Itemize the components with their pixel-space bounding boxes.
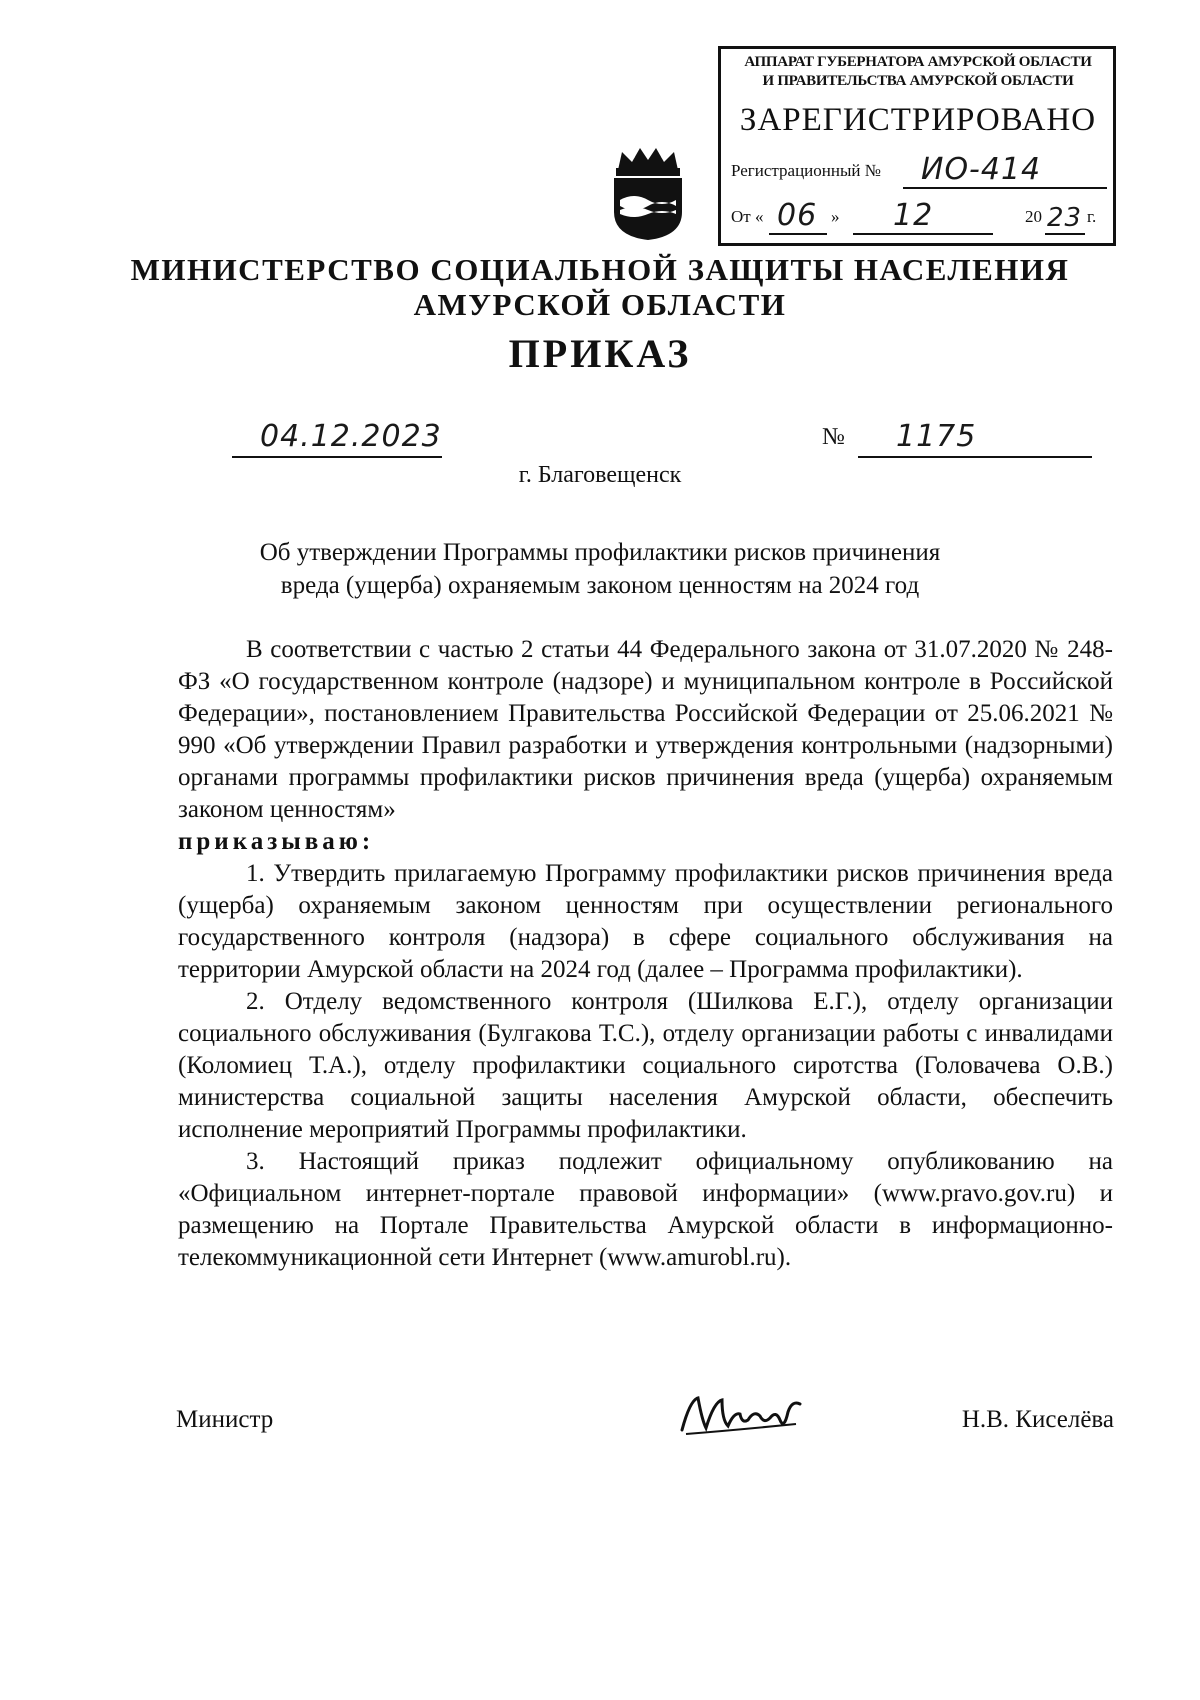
order-word: приказываю:: [178, 828, 375, 855]
subject-line1: Об утверждении Программы профилактики рисков причинения: [259, 539, 941, 566]
preamble-paragraph: В соответствии с частью 2 статьи 44 Федерального закона от 31.07.2020 № 248-ФЗ «О государственном контроле (надзоре) и муниципальном контроле в Российской Федерации», постановлением Правительства Российской Федерации от 25.06.2021 № 990 «Об утверждении Правил разработки и утверждения контрольными (надзорными) органами программы профилактики рисков причинения вреда (ущерба) охраняемым законом ценностям»: [178, 636, 1113, 823]
stamp-date-month: 12: [893, 198, 934, 233]
stamp-month-underline: [853, 199, 993, 235]
stamp-reg-row: [731, 153, 1107, 187]
stamp-year-underline: [1045, 199, 1085, 235]
ministry-name-line2: АМУРСКОЙ ОБЛАСТИ: [413, 287, 787, 322]
order-number-sign: №: [822, 424, 845, 450]
order-date: 04.12.2023: [260, 419, 442, 454]
city: г. Благовещенск: [518, 462, 682, 488]
item-3-paragraph: 3. Настоящий приказ подлежит официальному опубликованию на «Официальном интернет-портале правовой информации» (www.pravo.gov.ru) и размещению на Портале Правительства Амурской области в информационно-телекоммуникационной сети Интернет (www.amurobl.ru).: [178, 1148, 1113, 1271]
stamp-day-underline: [769, 199, 827, 235]
stamp-title: ЗАРЕГИСТРИРОВАНО: [739, 102, 1097, 138]
ministry-name-line1: МИНИСТЕРСТВО СОЦИАЛЬНОЙ ЗАЩИТЫ НАСЕЛЕНИЯ: [130, 252, 1070, 287]
stamp-year-prefix: 20: [1025, 207, 1042, 226]
subject-line2: вреда (ущерба) охраняемым законом ценностям на 2024 год: [280, 572, 920, 599]
stamp-org-line2: И ПРАВИТЕЛЬСТВА АМУРСКОЙ ОБЛАСТИ: [762, 73, 1074, 89]
stamp-reg-number: ИО-414: [921, 152, 1042, 187]
order-body: [178, 634, 1113, 1274]
order-date-field: [232, 412, 442, 458]
stamp-reg-label: Регистрационный №: [731, 161, 881, 180]
stamp-date-prefix: От «: [731, 207, 764, 226]
stamp-reg-underline: [903, 153, 1107, 189]
stamp-date-mid: »: [831, 207, 840, 226]
registration-stamp: [718, 46, 1116, 246]
stamp-date-day: 06: [777, 198, 818, 233]
document-type-title: ПРИКАЗ: [508, 331, 692, 376]
order-subject: [150, 536, 1050, 602]
stamp-year-end: г.: [1087, 207, 1097, 226]
order-word-paragraph: [178, 826, 1113, 858]
stamp-year-suffix: 23: [1047, 203, 1083, 233]
item-2-paragraph: 2. Отделу ведомственного контроля (Шилкова Е.Г.), отделу организации социального обслуживания (Булгакова Т.С.), отделу организации работы с инвалидами (Коломиец Т.А.), отделу профилактики социального сиротства (Головачева О.В.) министерства социальной защиты населения Амурской области, обеспечить исполнение мероприятий Программы профилактики.: [178, 988, 1113, 1143]
stamp-date-row: [731, 199, 1107, 233]
order-number-field: [858, 412, 1092, 458]
coat-of-arms-icon: [608, 146, 688, 242]
signature-block: [0, 1390, 1200, 1450]
signatory-name: Н.В. Киселёва: [961, 1406, 1114, 1433]
item-1-paragraph: 1. Утвердить прилагаемую Программу профилактики рисков причинения вреда (ущерба) охраняемым законом ценностям при осуществлении регионального государственного контроля (надзора) в сфере социального обслуживания на территории Амурской области на 2024 год (далее – Программа профилактики).: [178, 860, 1113, 983]
stamp-org-line1: АППАРАТ ГУБЕРНАТОРА АМУРСКОЙ ОБЛАСТИ: [744, 54, 1092, 70]
handwritten-signature-icon: [676, 1390, 806, 1440]
signatory-position: Министр: [176, 1406, 274, 1433]
order-number: 1175: [896, 419, 977, 454]
